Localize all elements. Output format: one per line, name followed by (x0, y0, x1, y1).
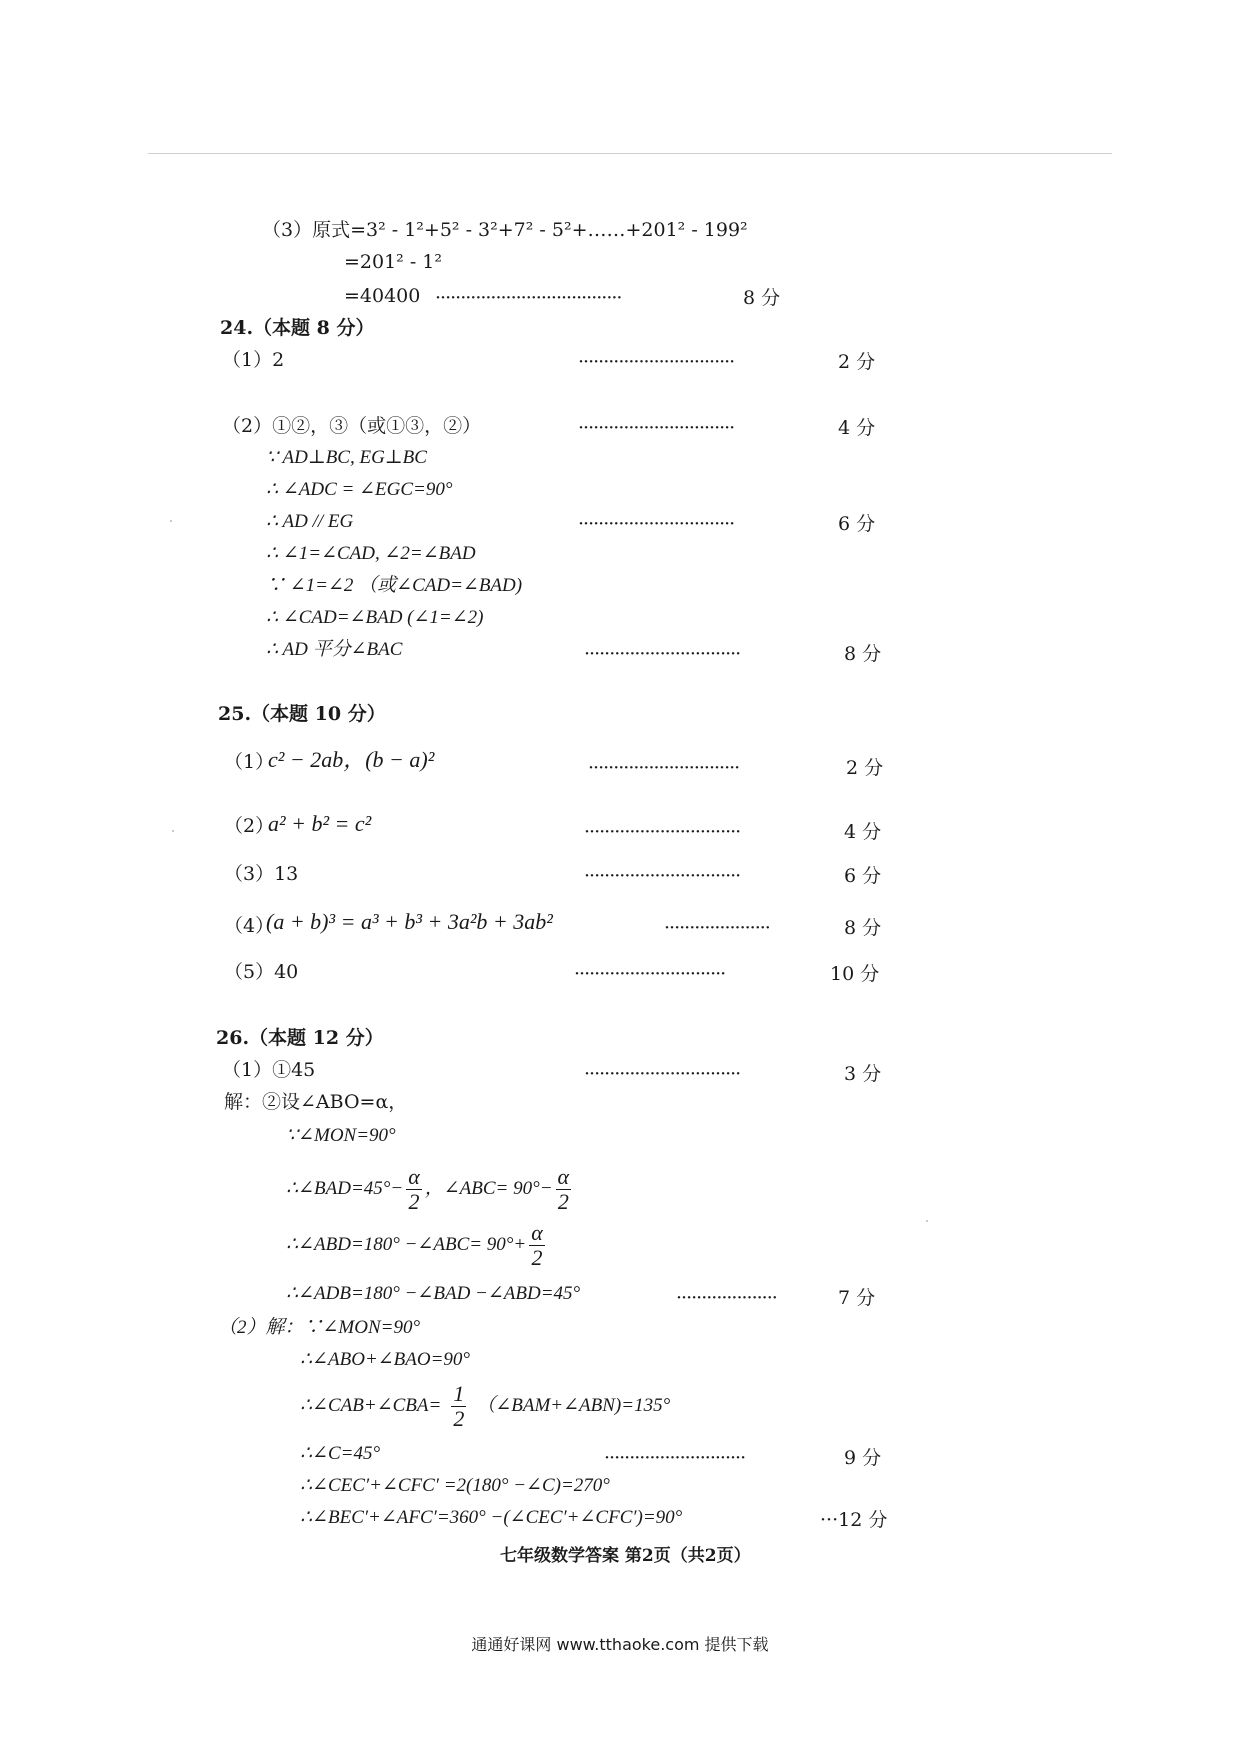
frac-num: α (557, 1164, 570, 1190)
dot-leader: ···················· (676, 1287, 777, 1309)
half-num: 1 (453, 1381, 465, 1407)
q26-header: 26.（本题 12 分） (216, 1027, 384, 1049)
q25-part1-score: 2 分 (846, 757, 884, 779)
dot-leader: ······························· (578, 513, 735, 535)
q24-part1: （1）2 (222, 349, 285, 371)
q26-m2-a: ∴∠CAB+∠CBA= (300, 1395, 442, 1416)
q24-step5: ∵ ∠1=∠2 （或∠CAD=∠BAD) (266, 575, 523, 596)
scan-speck (170, 520, 172, 522)
q24-part2-score: 4 分 (838, 417, 876, 439)
q25-part1-expr: c² − 2ab，(b − a)² (268, 747, 435, 772)
q26-m1: ∴∠ABO+∠BAO=90° (300, 1349, 471, 1370)
q25-part5: （5）40 (224, 961, 299, 983)
q26-line3-a: ∴∠ABD=180° −∠ABC= 90°+ (286, 1234, 527, 1255)
q25-part4-label: （4） (224, 915, 275, 937)
q26-m3: ∴∠C=45° (300, 1443, 381, 1464)
q26-m3-score: 9 分 (844, 1447, 882, 1469)
frac-den: 2 (557, 1189, 569, 1215)
q25-part4-score: 8 分 (844, 917, 882, 939)
q26-m2 (300, 1376, 670, 1436)
q26-part2-head: （2）解：∵∠MON=90° (218, 1317, 421, 1338)
q25-part1-label: （1） (224, 751, 275, 773)
q25-part2-score: 4 分 (844, 821, 882, 843)
q24-step6: ∴ ∠CAD=∠BAD (∠1=∠2) (266, 607, 484, 628)
fraction-alpha-over-2 (529, 1221, 545, 1270)
q26-part1: （1）①45 (222, 1059, 316, 1081)
dot-leader: ······························· (578, 417, 735, 439)
q24-step7: ∴ AD 平分∠BAC (266, 639, 403, 660)
source-footer: 通通好课网 www.tthaoke.com 提供下载 (471, 1635, 769, 1654)
fraction-alpha-over-2 (556, 1165, 572, 1214)
dot-leader: ······························· (584, 865, 741, 887)
q26-m2-b: （∠BAM+∠ABN)=135° (476, 1395, 671, 1416)
dot-leader: ······························· (584, 1063, 741, 1085)
q24-header: 24.（本题 8 分） (220, 317, 375, 339)
fraction-one-half (451, 1382, 466, 1431)
q25-part4-expr: (a + b)³ = a³ + b³ + 3a²b + 3ab² (266, 909, 553, 934)
dot-leader: ····················· (664, 917, 770, 939)
q24-step2: ∴ ∠ADC = ∠EGC=90° (266, 479, 453, 500)
scan-speck (926, 1220, 928, 1222)
q25-part3-score: 6 分 (844, 865, 882, 887)
q26-line4-score: 7 分 (838, 1287, 876, 1309)
q23-line1: （3）原式=3² - 1²+5² - 3²+7² - 5²+……+201² - 199² (262, 219, 748, 241)
q24-step1: ∵ AD⊥BC, EG⊥BC (266, 447, 427, 468)
q25-part2-expr: a² + b² = c² (268, 811, 372, 836)
q26-m4: ∴∠CEC′+∠CFC′ =2(180° −∠C)=270° (300, 1475, 610, 1496)
dot-leader: ······························· (584, 821, 741, 843)
q24-part1-score: 2 分 (838, 351, 876, 373)
dot-leader: ····································· (435, 287, 622, 309)
dot-leader: ···························· (604, 1447, 746, 1469)
half-den: 2 (453, 1406, 465, 1432)
frac-den: 2 (531, 1245, 543, 1271)
top-divider (148, 153, 1112, 154)
fraction-alpha-over-2 (406, 1165, 422, 1214)
q24-part2: （2）①②，③（或①③，②） (222, 415, 482, 437)
frac-num: α (531, 1220, 543, 1246)
dot-leader: ······························· (584, 643, 741, 665)
q26-line3 (286, 1218, 548, 1272)
q26-line1: ∵∠MON=90° (286, 1125, 396, 1146)
frac-num: α (408, 1164, 420, 1190)
q25-part5-score: 10 分 (830, 963, 880, 985)
dot-leader: ······························ (588, 757, 740, 779)
q24-step3-score: 6 分 (838, 513, 876, 535)
q26-line4: ∴∠ADB=180° −∠BAD −∠ABD=45° (286, 1283, 581, 1304)
q24-step4: ∴ ∠1=∠CAD, ∠2=∠BAD (266, 543, 476, 564)
scan-speck (172, 830, 174, 832)
q26-line2-b: ，∠ABC= 90°− (424, 1178, 553, 1199)
q26-line2 (286, 1162, 574, 1216)
dot-leader: ······························ (574, 963, 726, 985)
q23-line3: =40400 (344, 285, 421, 307)
q26-m5: ∴∠BEC′+∠AFC′=360° −(∠CEC′+∠CFC′)=90° (300, 1507, 683, 1528)
q26-part1-score: 3 分 (844, 1063, 882, 1085)
q26-m5-score: ···12 分 (820, 1509, 888, 1531)
q23-score: 8 分 (743, 287, 781, 309)
frac-den: 2 (408, 1189, 420, 1215)
q25-part2-label: （2） (224, 815, 275, 837)
dot-leader: ······························· (578, 351, 735, 373)
q26-solve: 解：②设∠ABO=α， (224, 1091, 408, 1113)
q24-step7-score: 8 分 (844, 643, 882, 665)
q24-step3: ∴ AD // EG (266, 511, 354, 532)
q25-header: 25.（本题 10 分） (218, 703, 386, 725)
q25-part3: （3）13 (224, 863, 299, 885)
q26-line2-a: ∴∠BAD=45°− (286, 1178, 404, 1199)
q23-line2: =201² - 1² (344, 251, 443, 273)
page-footer: 七年级数学答案 第2页（共2页） (500, 1546, 751, 1566)
